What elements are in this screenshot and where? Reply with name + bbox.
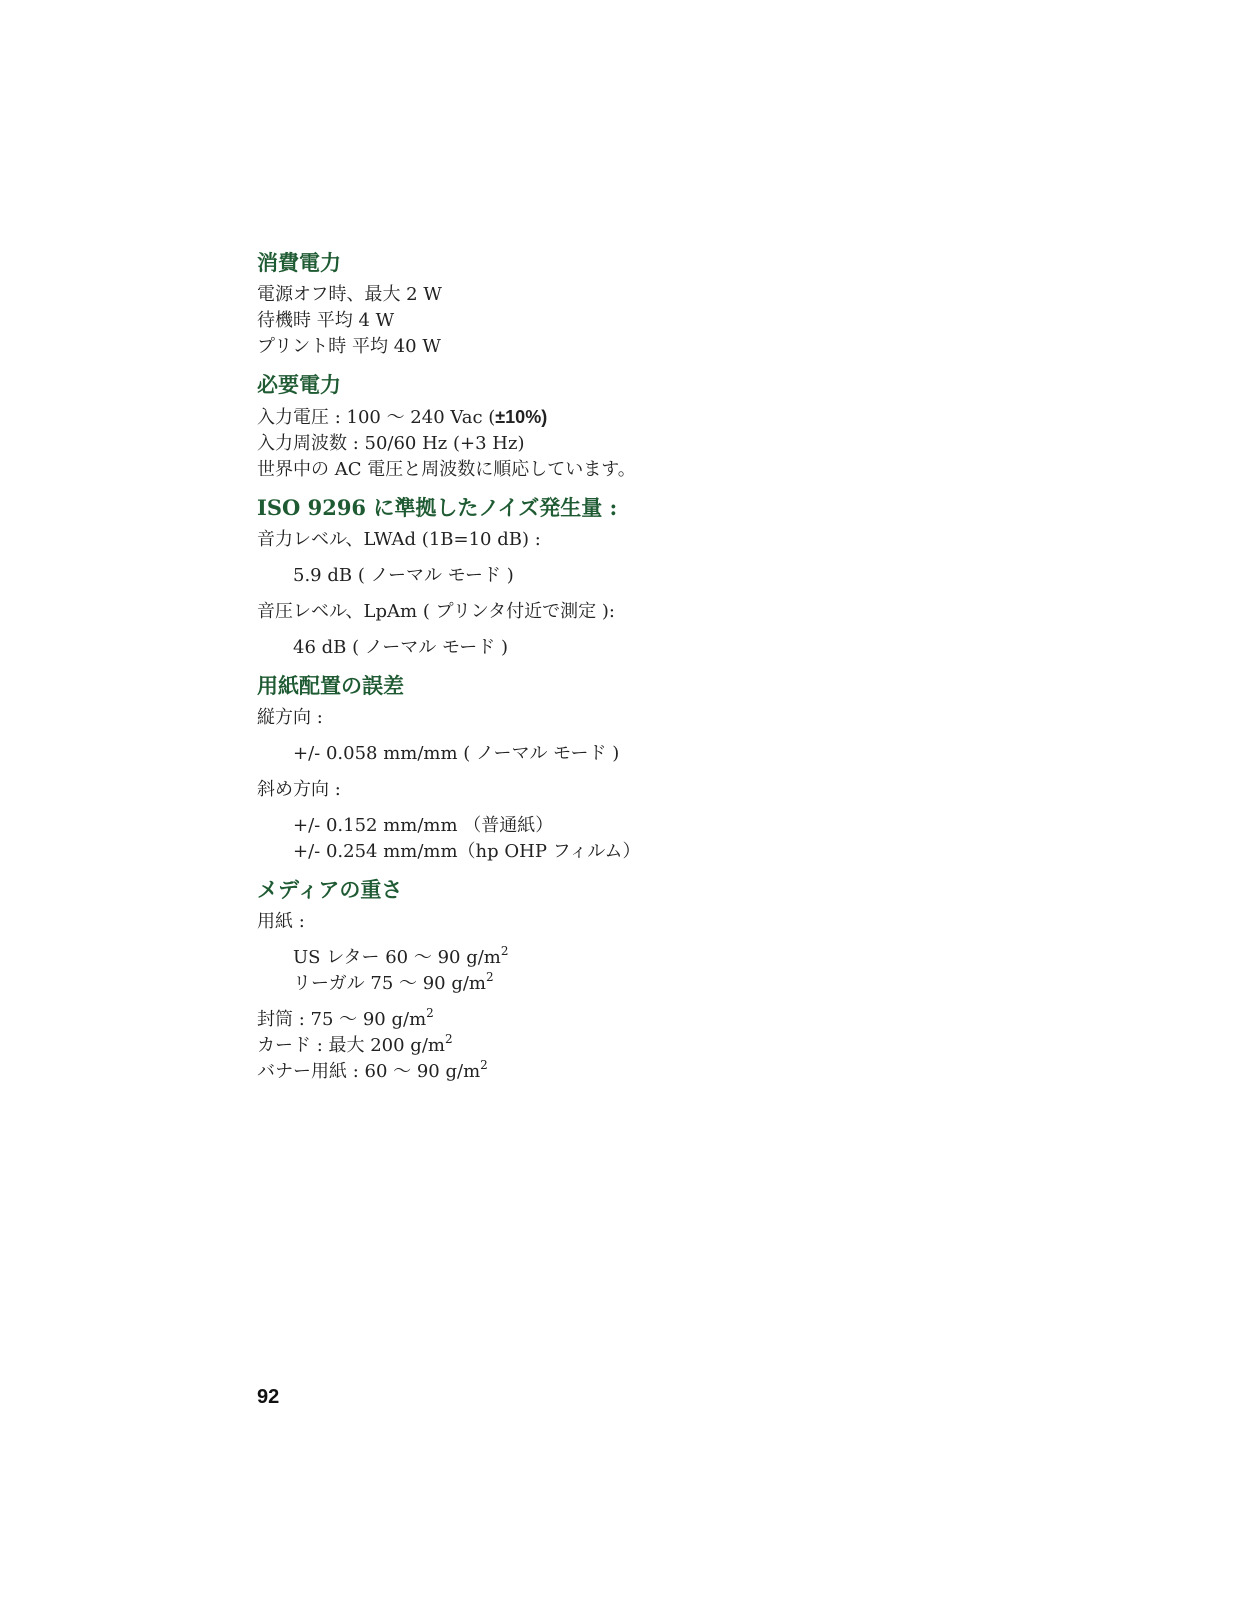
printing-line: プリント時 平均 40 W — [257, 336, 441, 357]
spec-content — [257, 248, 977, 1095]
input-frequency-line: 入力周波数 : 50/60 Hz (+3 Hz) — [257, 433, 525, 454]
vertical-value: +/- 0.058 mm/mm ( ノーマル モード ) — [293, 743, 620, 764]
banner-line: バナー用紙 : 60 ～ 90 $g/m^2$ — [257, 1058, 488, 1082]
compliance-line: 世界中の AC 電圧と周波数に順応しています。 — [257, 459, 636, 480]
noise-heading: ISO 9296 に準拠したノイズ発生量 : — [257, 495, 618, 520]
vertical-label: 縦方向 : — [257, 707, 323, 728]
sound-pressure-label: 音圧レベル、LpAm ( プリンタ付近で測定 ): — [257, 601, 615, 622]
power-off-line: 電源オフ時、最大 2 W — [257, 284, 442, 305]
us-letter-line: US レター 60 ～ 90 $g/m^2$ — [293, 944, 509, 968]
paper-label: 用紙 : — [257, 911, 305, 932]
legal-line: リーガル 75 ～ 90 $g/m^2$ — [293, 970, 494, 994]
skew-label: 斜め方向 : — [257, 779, 341, 800]
media-weight-heading: メディアの重さ — [257, 877, 403, 902]
voltage-tolerance: ±10%) — [495, 407, 548, 427]
sound-power-value: 5.9 dB ( ノーマル モード ) — [293, 565, 514, 586]
sound-pressure-value: 46 dB ( ノーマル モード ) — [293, 637, 509, 658]
power-requirements-section — [257, 370, 977, 483]
standby-line: 待機時 平均 4 W — [257, 310, 395, 331]
input-voltage-text: 入力電圧 : 100 ～ 240 Vac ( — [257, 407, 496, 428]
envelope-line: 封筒 : 75 ～ 90 $g/m^2$ — [257, 1006, 434, 1030]
power-consumption-heading: 消費電力 — [257, 250, 341, 275]
noise-section — [257, 493, 977, 661]
media-weight-section — [257, 875, 977, 1085]
skew-ohp-film: +/- 0.254 mm/mm（hp OHP フィルム） — [293, 841, 641, 862]
power-requirements-heading: 必要電力 — [257, 372, 341, 397]
sound-power-label: 音力レベル、LWAd (1B=10 dB) : — [257, 529, 541, 550]
power-consumption-section — [257, 248, 977, 360]
card-line: カード : 最大 200 $g/m^2$ — [257, 1032, 453, 1056]
input-voltage-line — [257, 404, 977, 431]
skew-plain-paper: +/- 0.152 mm/mm （普通紙） — [293, 815, 554, 836]
alignment-heading: 用紙配置の誤差 — [257, 673, 404, 698]
alignment-section — [257, 671, 977, 865]
page-number: 92 — [257, 1386, 280, 1408]
